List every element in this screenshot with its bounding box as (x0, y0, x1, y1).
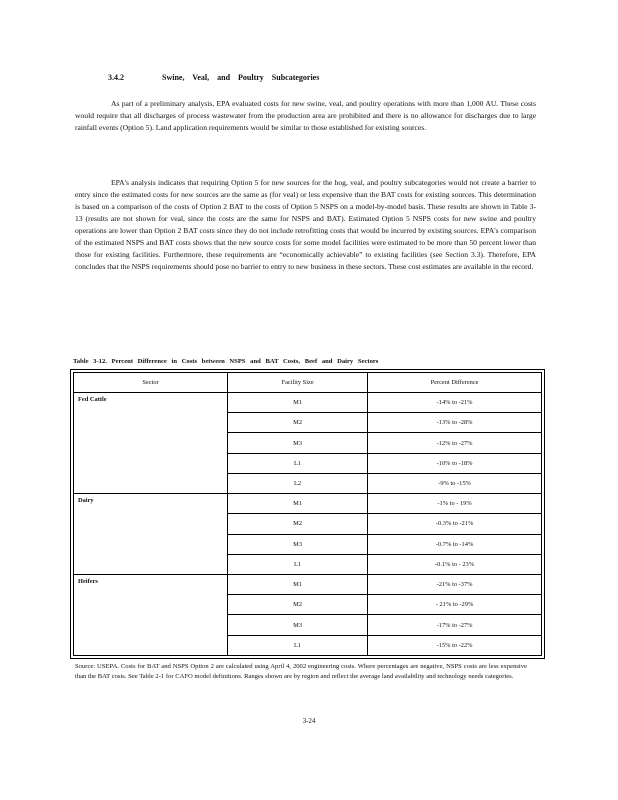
source-note: Source: USEPA. Costs for BAT and NSPS Option 2 are calculated using April 4, 2002 engineering costs. Where percentages are negative, NSPS costs are less expensive than the BAT costs. See Table 2-1 for CAFO model definitions. Ranges shown are by region and reflect the average land availability and technology needs categories. (75, 663, 527, 680)
section-title: Swine, Veal, and Poultry Subcategories (162, 73, 320, 82)
percent-difference-cell: -14% to -21% (368, 393, 542, 413)
table-row (74, 494, 542, 514)
facility-size-cell: M1 (228, 574, 368, 594)
percent-difference-cell: -10% to -18% (368, 453, 542, 473)
facility-size-cell: L1 (228, 554, 368, 574)
cost-difference-table (70, 369, 545, 659)
table-header-row (74, 373, 542, 393)
percent-difference-cell: -15% to -22% (368, 635, 542, 655)
section-heading (108, 73, 319, 82)
paragraph-2: EPA's analysis indicates that requiring Option 5 for new sources for the hog, veal, and poultry subcategories would not create a barrier to entry since the estimated costs for new sources are the same as (for veal) or less expensive than the BAT costs for existing sources. This determination is based on a comparison of the costs of Option 2 BAT to the costs of Option 5 NSPS on a model-by-model basis. These results are shown in Table 3-13 (results are not shown for veal, since the costs are the same for NSPS and BAT). Estimated Option 5 NSPS costs for new swine and poultry operations are lower than Option 2 BAT costs since they do not include retrofitting costs that would be incurred by existing sources. EPA's comparison of the estimated NSPS and BAT costs shows that the new source costs for some model facilities were estimated to be more than 50 percent lower than those for existing facilities. Furthermore, these requirements are “economically achievable” to existing facilities (see Section 3.3). Therefore, EPA concludes that the NSPS requirements should pose no barrier to entry to new business in these sectors. These cost estimates are available in the record. (75, 178, 536, 271)
percent-difference-cell: -21% to -37% (368, 574, 542, 594)
percent-difference-cell: - 21% to -29% (368, 595, 542, 615)
percent-difference-cell: -9% to -15% (368, 473, 542, 493)
facility-size-cell: L2 (228, 473, 368, 493)
percent-difference-cell: -0.1% to - 23% (368, 554, 542, 574)
percent-difference-cell: -13% to -28% (368, 413, 542, 433)
facility-size-cell: M1 (228, 393, 368, 413)
sector-cell: Heifers (74, 574, 228, 655)
header-percent-difference: Percent Difference (368, 373, 542, 393)
sector-cell: Fed Cattle (74, 393, 228, 494)
facility-size-cell: M2 (228, 514, 368, 534)
header-sector: Sector (74, 373, 228, 393)
facility-size-cell: L1 (228, 635, 368, 655)
facility-size-cell: M3 (228, 534, 368, 554)
sector-cell: Dairy (74, 494, 228, 575)
table-title: Table 3-12. Percent Difference in Costs between NSPS and BAT Costs, Beef and Dairy Sectors (73, 358, 379, 365)
paragraph-1: As part of a preliminary analysis, EPA evaluated costs for new swine, veal, and poultry operations with more than 1,000 AU. These costs would require that all discharges of process wastewater from the production area are prohibited and there is no allowance for discharges due to large rainfall events (Option 5). Land application requirements would be similar to those established for existing sources. (75, 99, 536, 132)
percent-difference-cell: -1% to - 19% (368, 494, 542, 514)
table-row (74, 393, 542, 413)
percent-difference-cell: -0.3% to -21% (368, 514, 542, 534)
percent-difference-cell: -17% to -27% (368, 615, 542, 635)
page-number: 3-24 (302, 717, 316, 725)
facility-size-cell: M1 (228, 494, 368, 514)
facility-size-cell: M3 (228, 615, 368, 635)
percent-difference-cell: -12% to -27% (368, 433, 542, 453)
facility-size-cell: M2 (228, 595, 368, 615)
header-facility-size: Facility Size (228, 373, 368, 393)
facility-size-cell: M2 (228, 413, 368, 433)
percent-difference-cell: -0.7% to -14% (368, 534, 542, 554)
facility-size-cell: M3 (228, 433, 368, 453)
facility-size-cell: L1 (228, 453, 368, 473)
table-row (74, 574, 542, 594)
section-number: 3.4.2 (108, 73, 124, 82)
